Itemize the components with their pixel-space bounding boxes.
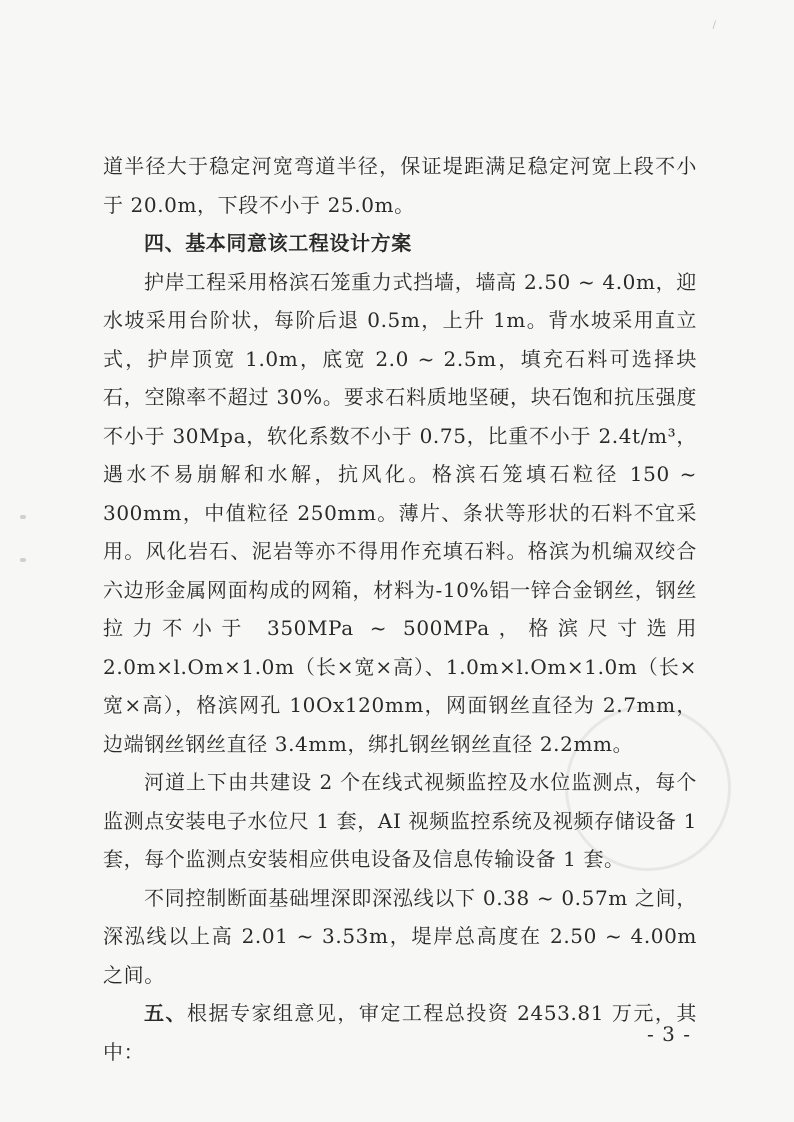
section-heading-5-text: 根据专家组意见，审定工程总投资 2453.81 万元，其中：	[103, 1001, 697, 1064]
scan-mark	[20, 558, 26, 562]
section-heading-5	[103, 994, 697, 1071]
corner-mark: /	[712, 20, 716, 31]
scan-mark	[20, 515, 26, 519]
paragraph-monitoring-points: 河道上下由共建设 2 个在线式视频监控及水位监测点，每个监测点安装电子水位尺 1 套，AI 视频监控系统及视频存储设备 1 套，每个监测点安装相应供电设备及信息传输设备 1 套。	[103, 770, 697, 871]
paragraph-continuation: 道半径大于稳定河宽弯道半径，保证堤距满足稳定河宽上段不小于 20.0m，下段不小于 25.0m。	[103, 154, 697, 217]
section-heading-4: 四、基本同意该工程设计方案	[144, 231, 412, 255]
body-text	[103, 147, 697, 1071]
section-heading-5-label: 五、	[144, 1001, 187, 1025]
paragraph-foundation-depth: 不同控制断面基础埋深即深泓线以下 0.38 ~ 0.57m 之间，深泓线以上高 2.01 ~ 3.53m，堤岸总高度在 2.50 ~ 4.00m 之间。	[103, 885, 697, 987]
page-number: - 3 -	[647, 1022, 691, 1046]
paragraph-revetment-design: 护岸工程采用格滨石笼重力式挡墙，墙高 2.50 ~ 4.0m，迎水坡采用台阶状，每阶后退 0.5m，上升 1m。背水坡采用直立式，护岸顶宽 1.0m，底宽 2.0 ~ 2.5m，填充石料可选择块石，空隙率不超过 30%。要求石料质地坚硬，块石饱和抗压强度不小于 30Mpa，软化系数不小于 0.75，比重不小于 2.4t/m³，遇水不易崩解和水解，抗风化。格滨石笼填石粒径 150 ~ 300mm，中值粒径 250mm。薄片、条状等形状的石料不宜采用。风化岩石、泥岩等亦不得用作充填石料。格滨为机编双绞合六边形金属网面构成的网箱，材料为-10%铝一锌合金钢丝，钢丝拉力不小于 350MPa ~ 500MPa，格滨尺寸选用 2.0m×l.Om×1.0m（长×宽×高）、1.0m×l.Om×1.0m（长×宽×高），格滨网孔 10Ox120mm，网面钢丝直径为 2.7mm，边端钢丝钢丝直径 3.4mm，绑扎钢丝钢丝直径 2.2mm。	[103, 269, 697, 756]
